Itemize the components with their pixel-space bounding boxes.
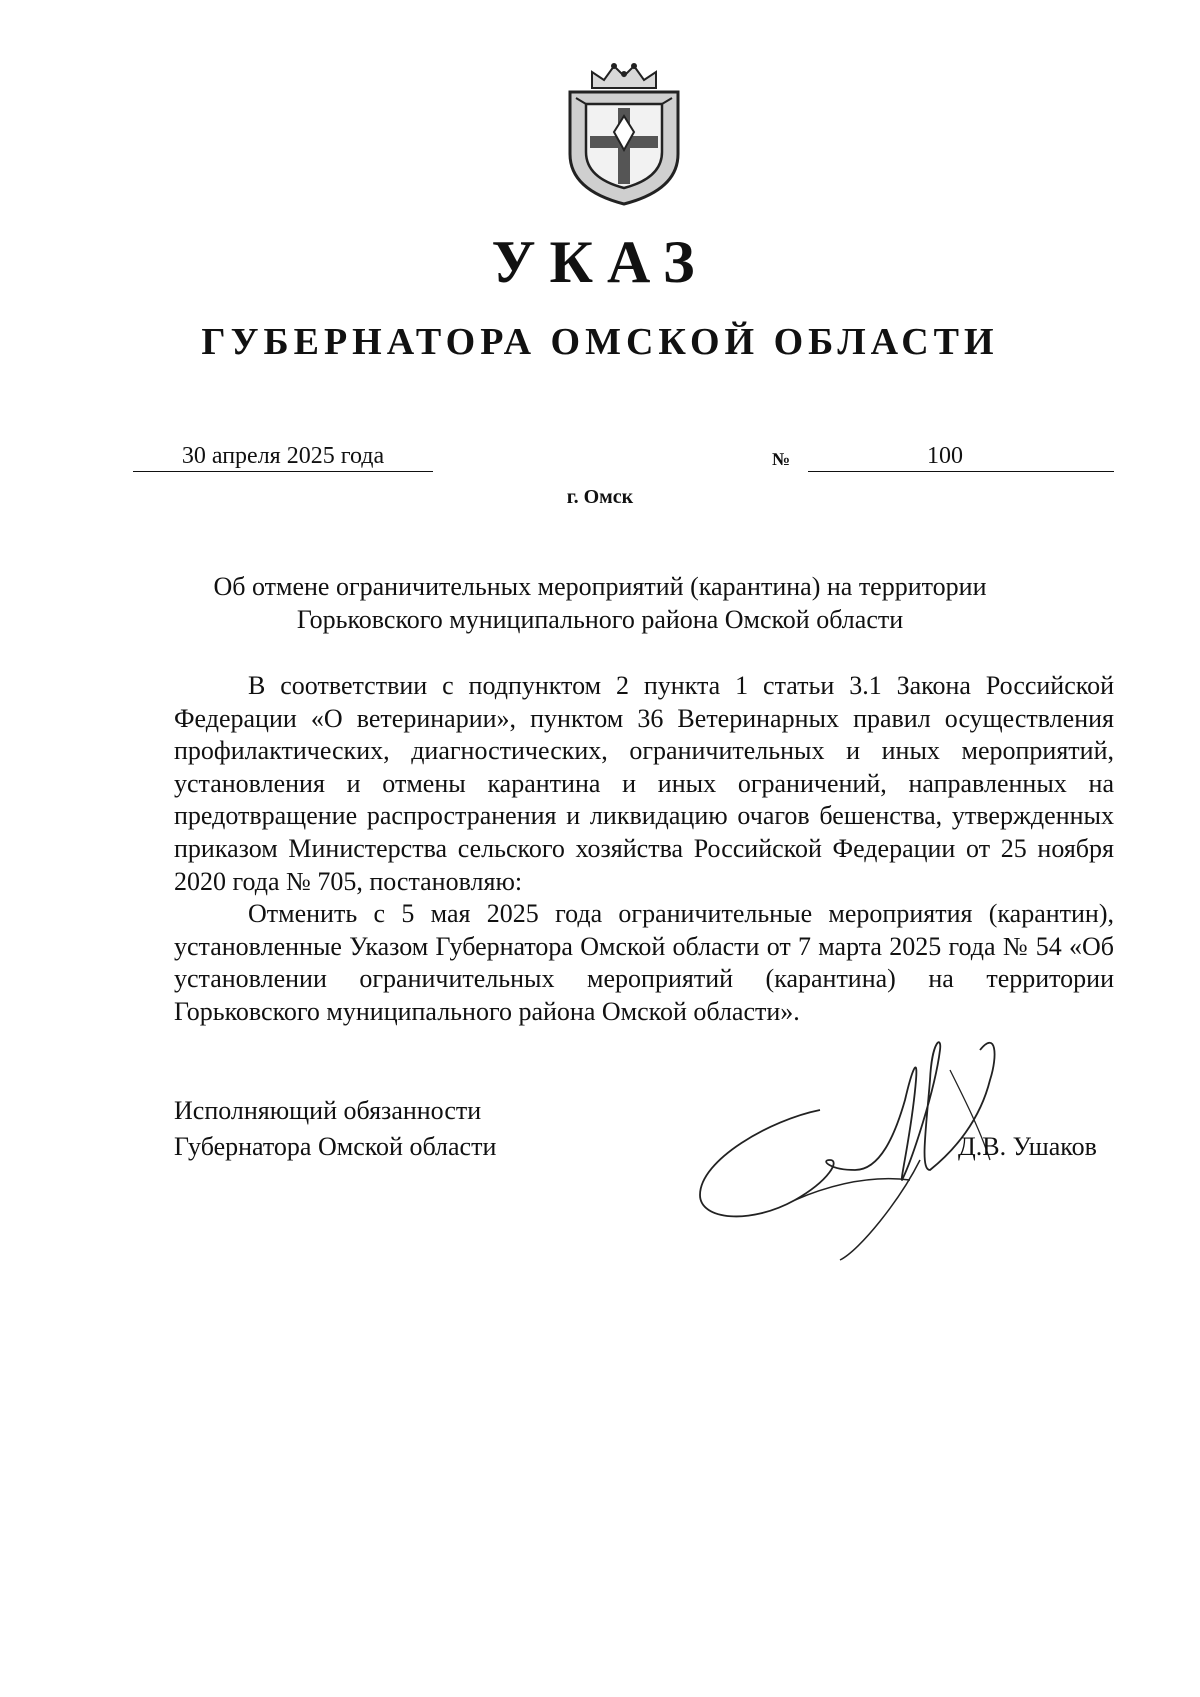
decree-number-value: 100	[927, 443, 963, 469]
decree-subtitle: ГУБЕРНАТОРА ОМСКОЙ ОБЛАСТИ	[201, 321, 999, 363]
document-heading-line: Горьковского муниципального района Омской области	[296, 605, 904, 634]
signer-position-line: Губернатора Омской области	[174, 1132, 497, 1161]
body-paragraph: Отменить с 5 мая 2025 года ограничительные мероприятия (карантин), установленные Указом Губернатора Омской области от 7 марта 2025 года № 54 «Об установлении ограничительных мероприятий (карантина) на территории Горьковского муниципального района Омской области».	[174, 899, 1114, 1026]
decree-title: УКАЗ	[491, 229, 709, 295]
city: г. Омск	[566, 486, 634, 508]
document-body	[174, 670, 1114, 1029]
coat-of-arms-icon	[562, 58, 686, 208]
signer-name: Д.В. Ушаков	[958, 1132, 1097, 1161]
body-paragraph: В соответствии с подпунктом 2 пункта 1 статьи 3.1 Закона Российской Федерации «О ветеринарии», пунктом 36 Ветеринарных правил осуществления профилактических, диагностических, ограничительных и иных мероприятий, установления и отмены карантина и иных ограничений, направленных на предотвращение распространения и ликвидацию очагов бешенства, утвержденных приказом Министерства сельского хозяйства Российской Федерации от 25 ноября 2020 года № 705, постановляю:	[174, 671, 1114, 896]
decree-date: 30 апреля 2025 года	[133, 441, 433, 472]
signer-position-line: Исполняющий обязанности	[174, 1096, 482, 1125]
document-heading	[150, 570, 1050, 636]
number-label: №	[772, 449, 791, 469]
signer-position	[174, 1093, 496, 1165]
document-heading-line: Об отмене ограничительных мероприятий (карантина) на территории	[213, 572, 987, 601]
decree-number	[808, 441, 1114, 472]
